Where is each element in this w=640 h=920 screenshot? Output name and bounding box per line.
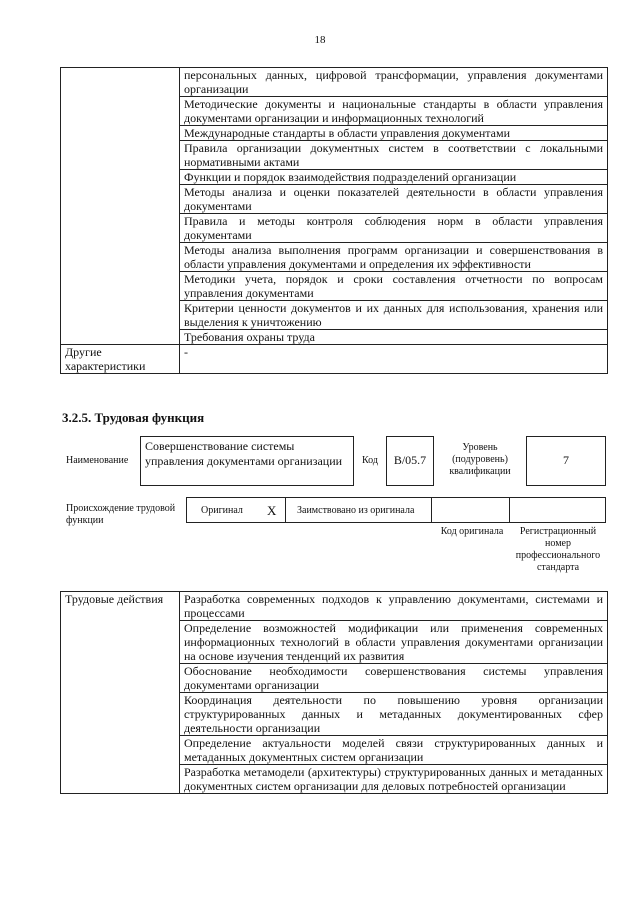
table-row xyxy=(61,345,608,374)
knowledge-item: Методы анализа и оценки показателей деятельности в области управления документами xyxy=(180,185,608,214)
knowledge-item: Требования охраны труда xyxy=(180,330,608,345)
knowledge-item: Методики учета, порядок и сроки составления отчетности по вопросам управления документами xyxy=(180,272,608,301)
other-characteristics-label: Другие характеристики xyxy=(61,345,180,374)
knowledge-item: Функции и порядок взаимодействия подразделений организации xyxy=(180,170,608,185)
other-characteristics-value: - xyxy=(180,345,608,374)
divider xyxy=(509,498,510,522)
knowledge-item: Методические документы и национальные стандарты в области управления документами организации и информационных технологий xyxy=(180,97,608,126)
action-item: Определение возможностей модификации или применения современных информационных технологий в области управления документами организации на основе изучения тенденций их развития xyxy=(180,621,608,664)
action-item: Обоснование необходимости совершенствования системы управления документами организации xyxy=(180,664,608,693)
original-label: Оригинал xyxy=(201,505,243,516)
original-mark: X xyxy=(267,503,277,518)
action-item: Определение актуальности моделей связи структурированных данных и метаданных документных систем организации xyxy=(180,736,608,765)
knowledge-table xyxy=(60,67,608,374)
divider xyxy=(431,498,432,522)
level-label: Уровень (подуровень) квалификации xyxy=(449,442,511,477)
page-number: 18 xyxy=(314,34,326,46)
origin-row xyxy=(186,497,606,523)
actions-table xyxy=(60,591,608,794)
knowledge-item: персональных данных, цифровой трансформации, управления документами организации xyxy=(180,68,608,97)
knowledge-item: Критерии ценности документов и их данных для использования, хранения или выделения к уничтожению xyxy=(180,301,608,330)
action-item: Разработка метамодели (архитектуры) структурированных данных и метаданных документных систем организации для деловых потребностей организации xyxy=(180,765,608,794)
code-label: Код xyxy=(362,455,378,466)
table-row xyxy=(61,592,608,621)
knowledge-item: Правила и методы контроля соблюдения норм в области управления документами xyxy=(180,214,608,243)
action-item: Координация деятельности по повышению уровня организации структурированных данных и метаданных документированных сфер деятельности организации xyxy=(180,693,608,736)
actions-label: Трудовые действия xyxy=(61,592,180,794)
registration-caption: Регистрационный номер профессионального стандарта xyxy=(515,526,601,573)
knowledge-item: Международные стандарты в области управления документами xyxy=(180,126,608,141)
knowledge-item: Методы анализа выполнения программ организации и совершенствования в области управления документами и определения их эффективности xyxy=(180,243,608,272)
divider xyxy=(285,498,286,522)
table-row xyxy=(61,68,608,97)
level-value-box: 7 xyxy=(526,436,606,486)
function-name-box: Совершенствование системы управления документами организации xyxy=(140,436,354,486)
knowledge-item: Правила организации документных систем в соответствии с локальными нормативными актами xyxy=(180,141,608,170)
name-label: Наименование xyxy=(66,455,129,466)
borrowed-label: Заимствовано из оригинала xyxy=(297,505,415,516)
empty-label-cell xyxy=(61,68,180,345)
origin-label: Происхождение трудовой функции xyxy=(66,503,176,526)
section-title: 3.2.5. Трудовая функция xyxy=(62,410,205,425)
function-code-box: B/05.7 xyxy=(386,436,434,486)
action-item: Разработка современных подходов к управлению документами, системами и процессами xyxy=(180,592,608,621)
code-original-caption: Код оригинала xyxy=(440,526,504,537)
